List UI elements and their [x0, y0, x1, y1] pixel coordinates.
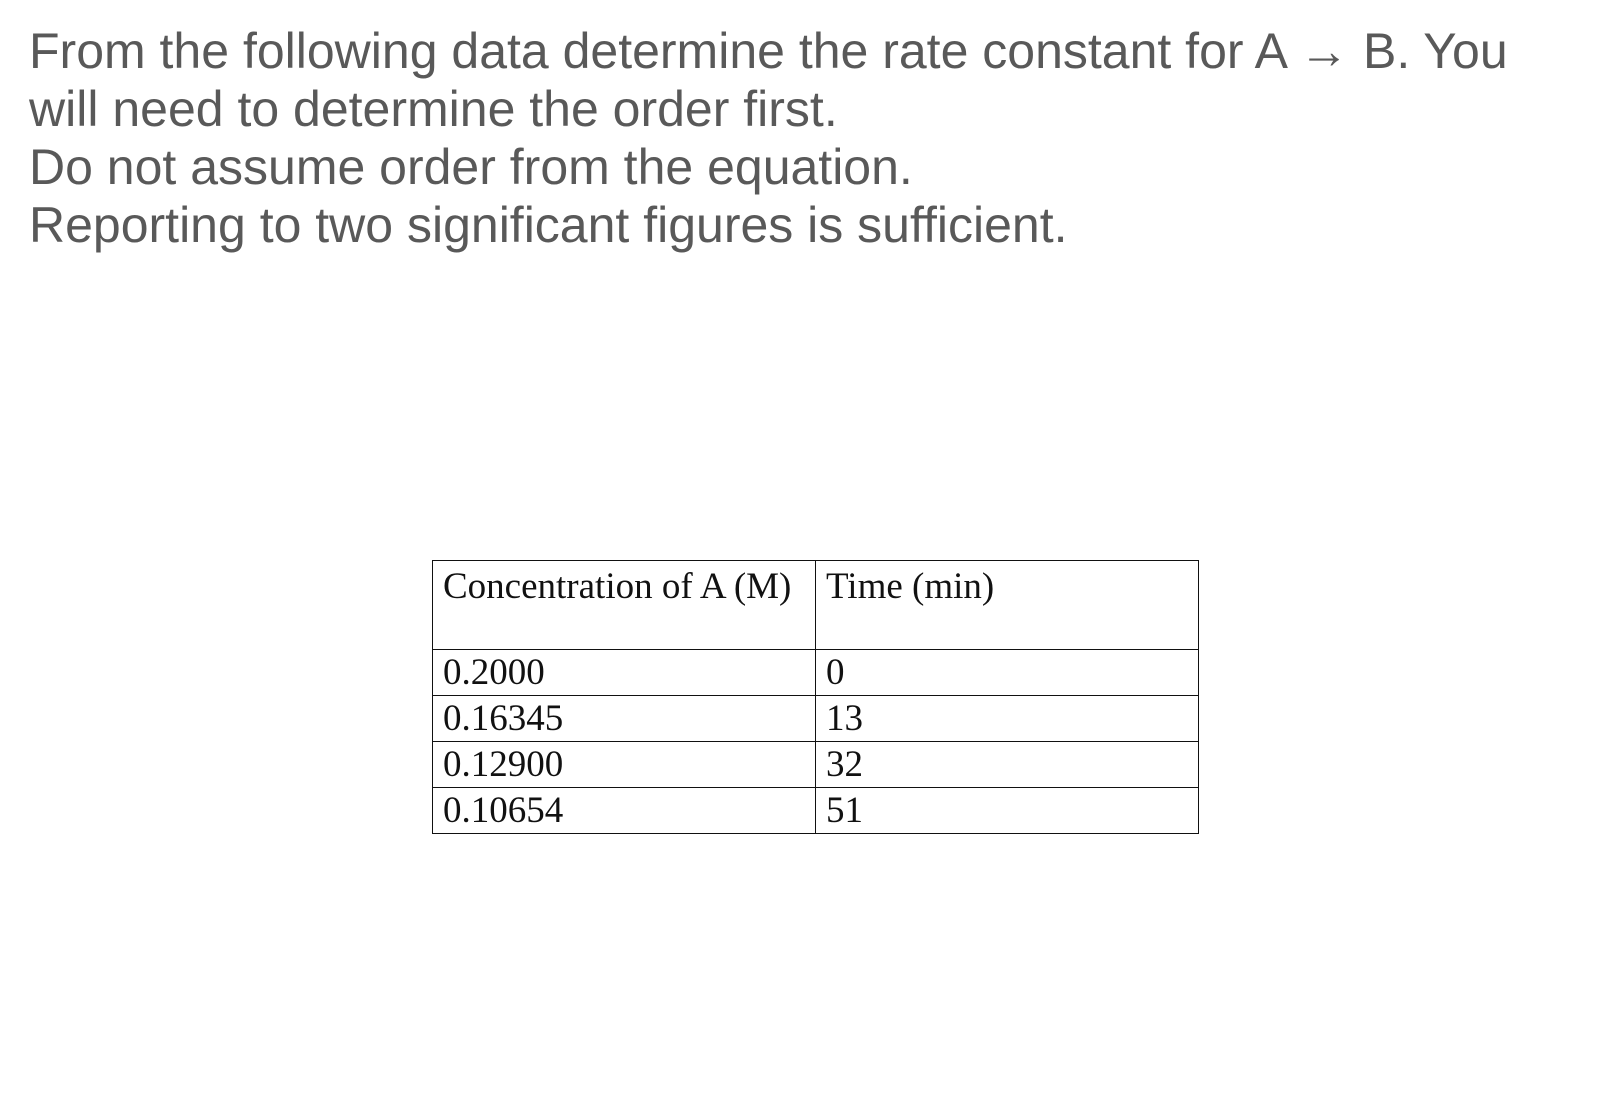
cell-time: 0 [816, 650, 1199, 696]
header-concentration: Concentration of A (M) [433, 561, 816, 650]
cell-time: 51 [816, 788, 1199, 834]
question-line-4: Reporting to two significant figures is sufficient. [29, 197, 1068, 253]
table-row [433, 788, 1199, 834]
cell-concentration: 0.2000 [433, 650, 816, 696]
data-table [432, 560, 1199, 834]
cell-time: 32 [816, 742, 1199, 788]
table-header-row [433, 561, 1199, 650]
cell-concentration: 0.12900 [433, 742, 816, 788]
question-line-3: Do not assume order from the equation. [29, 139, 913, 195]
cell-concentration: 0.10654 [433, 788, 816, 834]
cell-concentration: 0.16345 [433, 696, 816, 742]
table-row [433, 696, 1199, 742]
table-row [433, 650, 1199, 696]
question-line-1: From the following data determine the rate constant for A → B. You [29, 23, 1508, 79]
question-line-2: will need to determine the order first. [29, 81, 838, 137]
table-row [433, 742, 1199, 788]
cell-time: 13 [816, 696, 1199, 742]
question-text [29, 22, 1589, 254]
header-time: Time (min) [816, 561, 1199, 650]
